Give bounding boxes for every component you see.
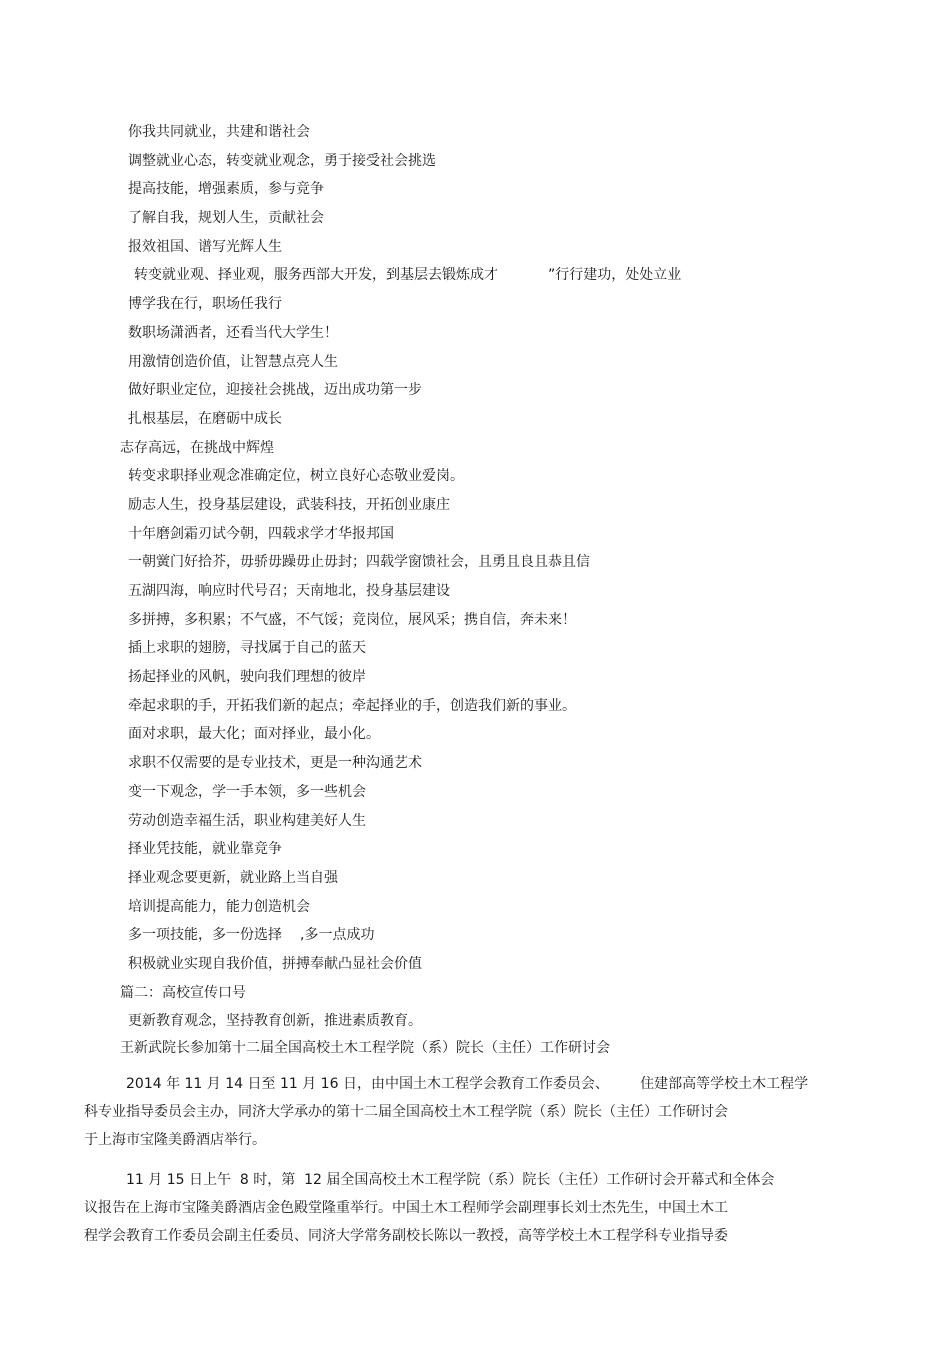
slogan-line: 更新教育观念，坚持教育创新，推进素质教育。 [128, 1013, 422, 1030]
slogan-part: ,多一点成功 [300, 927, 375, 944]
paragraph-line: 于上海市宝隆美爵酒店举行。 [84, 1132, 266, 1148]
slogan-line: 变一下观念，学一手本领，多一些机会 [128, 783, 366, 800]
slogan-line: 插上求职的翅膀，寻找属于自己的蓝天 [128, 640, 366, 657]
news-article [0, 1038, 950, 1250]
slogan-line: 做好职业定位，迎接社会挑战，迈出成功第一步 [128, 382, 422, 399]
slogan-line [0, 265, 950, 294]
slogan-line: 十年磨剑霜刃试今朝，四载求学才华报邦国 [128, 525, 394, 542]
slogan-line: 择业凭技能，就业靠竞争 [128, 841, 282, 858]
paragraph-line: 2014 年 11 月 14 日至 11 月 16 日，由中国土木工程学会教育工作委员会、 住建部高等学校土木工程学 [126, 1076, 809, 1092]
slogan-line: 培训提高能力，能力创造机会 [128, 898, 310, 915]
slogan-line: 扎根基层，在磨砺中成长 [128, 410, 282, 427]
slogan-line: 多拼搏，多积累；不气盛，不气馁；竞岗位，展风采；携自信，奔未来！ [128, 611, 576, 628]
slogan-line: 择业观念要更新，就业路上当自强 [128, 869, 338, 886]
slogan-line: 劳动创造幸福生活，职业构建美好人生 [128, 812, 366, 829]
article-title: 王新武院长参加第十二届全国高校土木工程学院（系）院长（主任）工作研讨会 [120, 1040, 610, 1056]
article-paragraph [0, 1166, 950, 1250]
slogan-line: 志存高远，在挑战中辉煌 [120, 439, 274, 456]
slogan-part: 多一项技能，多一份选择 [128, 927, 282, 944]
slogan-part: ”行行建功，处处立业 [548, 267, 682, 284]
slogan-line: 数职场潇洒者，还看当代大学生！ [128, 324, 338, 341]
slogan-line: 你我共同就业，共建和谐社会 [128, 124, 310, 140]
slogan-line: 博学我在行，职场任我行 [128, 296, 282, 313]
section-heading: 篇二：高校宣传口号 [120, 984, 246, 1001]
slogan-line: 转变求职择业观念准确定位，树立良好心态敬业爱岗。 [128, 468, 464, 485]
paragraph-line: 议报告在上海市宝隆美爵酒店金色殿堂隆重举行。中国土木工程师学会副理事长刘士杰先生，中国土木工 [84, 1200, 728, 1216]
paragraph-line: 11 月 15 日上午 8 时，第 12 届全国高校土木工程学院（系）院长（主任）工作研讨会开幕式和全体会 [126, 1172, 775, 1188]
slogan-line: 扬起择业的风帆，驶向我们理想的彼岸 [128, 669, 366, 686]
article-paragraph [0, 1070, 950, 1154]
slogan-line: 了解自我，规划人生，贡献社会 [128, 210, 324, 227]
slogan-line: 报效祖国、谱写光辉人生 [128, 238, 282, 255]
slogan-line [0, 925, 950, 954]
slogan-line: 励志人生，投身基层建设，武装科技，开拓创业康庄 [128, 496, 450, 513]
slogan-line: 五湖四海，响应时代号召；天南地北，投身基层建设 [128, 583, 450, 599]
paragraph-line: 程学会教育工作委员会副主任委员、同济大学常务副校长陈以一教授，高等学校土木工程学科专业指导委 [84, 1228, 728, 1244]
slogan-line: 一朝黉门好拾芥，毋骄毋躁毋止毋封；四载学窗馈社会，且勇且良且恭且信 [128, 554, 590, 571]
slogan-line: 调整就业心态，转变就业观念，勇于接受社会挑选 [128, 152, 436, 169]
slogan-line: 积极就业实现自我价值，拼搏奉献凸显社会价值 [128, 955, 422, 972]
slogan-line: 用激情创造价值，让智慧点亮人生 [128, 353, 338, 370]
slogan-line: 提高技能，增强素质，参与竞争 [128, 181, 324, 198]
slogan-line: 面对求职，最大化；面对择业，最小化。 [128, 726, 380, 743]
slogan-part: 转变就业观、择业观，服务西部大开发，到基层去锻炼成才 [134, 267, 498, 284]
slogan-line: 牵起求职的手，开拓我们新的起点；牵起择业的手，创造我们新的事业。 [128, 697, 576, 714]
slogan-list [0, 122, 950, 1040]
paragraph-line: 科专业指导委员会主办，同济大学承办的第十二届全国高校土木工程学院（系）院长（主任）工作研讨会 [84, 1104, 728, 1120]
slogan-line: 求职不仅需要的是专业技术，更是一种沟通艺术 [128, 755, 422, 772]
